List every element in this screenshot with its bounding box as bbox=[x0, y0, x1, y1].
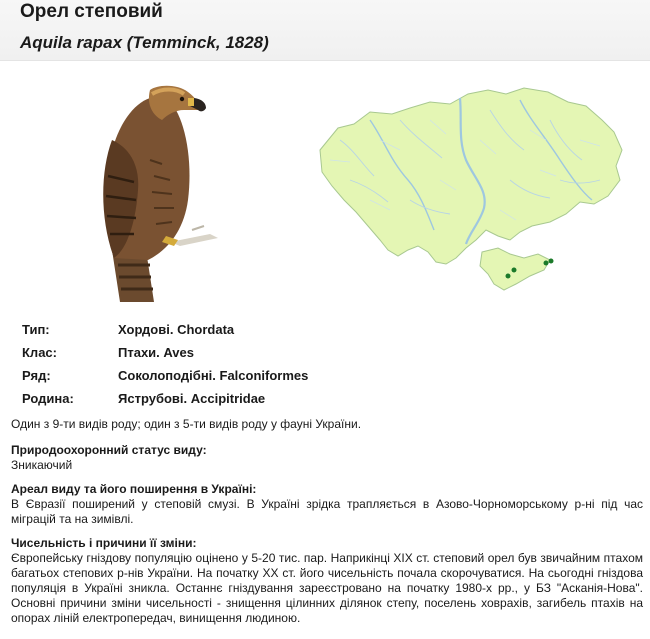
taxonomy-key: Тип: bbox=[22, 322, 50, 337]
taxonomy-key: Ряд: bbox=[22, 368, 51, 383]
status-text: Зникаючий bbox=[11, 458, 73, 472]
range-map-ukraine bbox=[310, 80, 630, 295]
occurrence-dot bbox=[506, 274, 511, 279]
taxonomy-key: Клас: bbox=[22, 345, 57, 360]
species-title: Орел степовий bbox=[20, 1, 163, 22]
taxonomy-row bbox=[22, 387, 308, 410]
taxonomy-key: Родина: bbox=[22, 391, 74, 406]
occurrence-dot bbox=[549, 259, 554, 264]
taxonomy-value: Соколоподібні. Falconiformes bbox=[118, 368, 309, 383]
taxonomy-value: Птахи. Aves bbox=[118, 345, 194, 360]
species-latin-name: Aquila rapax (Temminck, 1828) bbox=[20, 33, 269, 52]
taxonomy-row bbox=[22, 341, 308, 364]
steppe-eagle-illustration bbox=[92, 80, 232, 305]
range-text: В Євразії поширений у степовій смузі. В Україні зрідка трапляється в Азово-Чорноморському р-ні під час міграцій та на зимівлі. bbox=[11, 497, 643, 526]
taxonomy-value: Яструбові. Accipitridae bbox=[118, 391, 266, 406]
intro-text: Один з 9-ти видів роду; один з 5-ти видів роду у фауні України. bbox=[11, 417, 362, 431]
population-text: Європейську гніздову популяцію оцінено у 5-20 тис. пар. Наприкінці XIX ст. степовий орел був звичайним птахом багатьох степових р-нів України. На початку XX ст. його чисельність почала скорочуватися. На сьогодні гніздова популяція в Україні зникла. Останнє гніздування зареєстровано на початку 1980-х рр., у БЗ "Асканія-Нова". Основні причини зміни чисельності - знищення цілинних ділянок степу, поселень ховрахів, загибель птахів на опорах ліній електропередач, винищення людиною. bbox=[11, 551, 643, 625]
range-heading: Ареал виду та його поширення в Україні: bbox=[11, 482, 257, 496]
occurrence-dot bbox=[512, 268, 517, 273]
occurrence-dot bbox=[544, 261, 549, 266]
taxonomy-table bbox=[22, 318, 308, 410]
page-header bbox=[0, 0, 650, 61]
taxonomy-row bbox=[22, 318, 308, 341]
taxonomy-row bbox=[22, 364, 308, 387]
taxonomy-value: Хордові. Chordata bbox=[118, 322, 235, 337]
ukraine-outline bbox=[320, 88, 622, 264]
population-heading: Чисельність і причини її зміни: bbox=[11, 536, 197, 550]
status-heading: Природоохоронний статус виду: bbox=[11, 443, 207, 457]
